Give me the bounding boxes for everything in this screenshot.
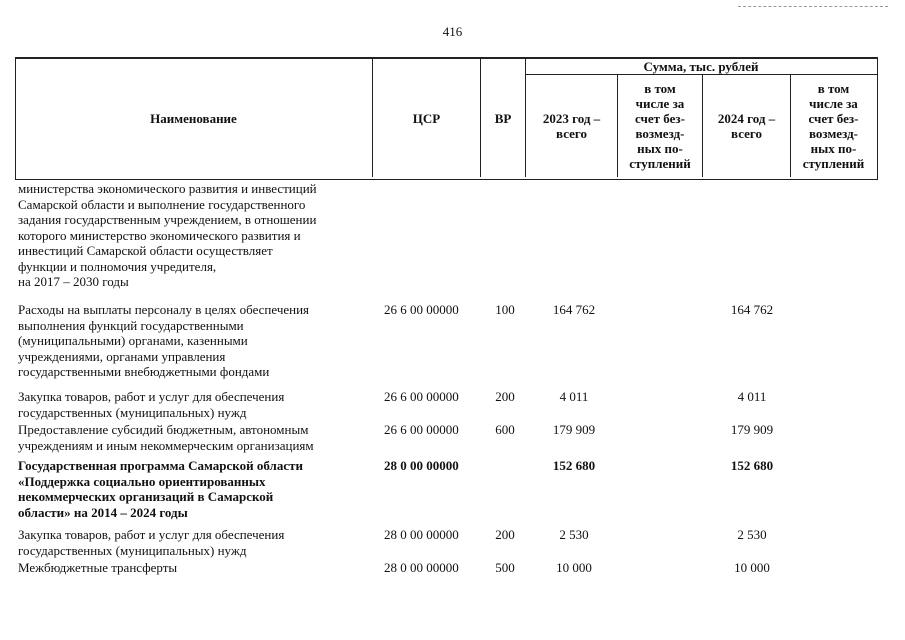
row-csr: 28 0 00 00000 <box>384 527 459 542</box>
row-name: Закупка товаров, работ и услуг для обеспечения государственных (муниципальных) нужд <box>18 389 285 420</box>
program-name: Государственная программа Самарской области «Поддержка социально ориентированных некоммерческих организаций в Самарской области» на 2014 – 2024 годы <box>18 458 303 520</box>
scan-artifact-line <box>738 6 888 8</box>
row-csr: 28 0 00 00000 <box>384 560 459 575</box>
header-vr: ВР <box>480 59 525 177</box>
row-vr: 600 <box>495 422 515 437</box>
row-name: министерства экономического развития и инвестиций Самарской области и выполнение государственного задания государственным учреждением, в отношении которого министерство экономического развития и инвестиций Самарской области осуществляет функции и полномочия учредителя, на 2017 – 2030 годы <box>18 181 317 289</box>
header-2023-grants: в том числе за счет без- возмезд- ных по- ступлений <box>617 75 702 177</box>
row-vr: 100 <box>495 302 515 317</box>
header-2024-grants: в том числе за счет без- возмезд- ных по- ступлений <box>790 75 876 177</box>
row-sum-2024: 4 011 <box>737 389 767 404</box>
row-sum-2024: 2 530 <box>737 527 767 542</box>
row-sum-2024: 164 762 <box>730 302 774 317</box>
row-vr: 200 <box>495 527 515 542</box>
row-csr: 26 6 00 00000 <box>384 422 459 437</box>
row-vr: 500 <box>495 560 515 575</box>
row-name: Предоставление субсидий бюджетным, автономным учреждениям и иным некоммерческим организациям <box>18 422 314 453</box>
header-sum-group: Сумма, тыс. рублей <box>525 59 876 74</box>
row-vr: 200 <box>495 389 515 404</box>
header-2023-total: 2023 год – всего <box>525 75 617 177</box>
row-sum-2023: 164 762 <box>552 302 596 317</box>
row-sum-2023: 4 011 <box>559 389 589 404</box>
page-number: 416 <box>442 24 463 39</box>
header-2024-total: 2024 год – всего <box>702 75 790 177</box>
row-name: Расходы на выплаты персоналу в целях обеспечения выполнения функций государственными (муниципальными) органами, казенными учреждениями, органами управления государственными внебюджетными фондами <box>18 302 310 379</box>
row-csr: 28 0 00 00000 <box>384 458 459 473</box>
row-csr: 26 6 00 00000 <box>384 389 459 404</box>
row-sum-2024: 179 909 <box>730 422 774 437</box>
row-sum-2024: 152 680 <box>730 458 774 473</box>
row-name: Межбюджетные трансферты <box>18 560 178 575</box>
row-csr: 26 6 00 00000 <box>384 302 459 317</box>
header-name: Наименование <box>150 110 237 126</box>
row-sum-2023: 10 000 <box>556 560 592 575</box>
row-sum-2024: 10 000 <box>734 560 770 575</box>
row-sum-2023: 179 909 <box>552 422 596 437</box>
row-sum-2023: 152 680 <box>552 458 596 473</box>
table-header <box>15 57 878 179</box>
row-sum-2023: 2 530 <box>559 527 589 542</box>
header-csr: ЦСР <box>372 59 480 177</box>
row-name: Закупка товаров, работ и услуг для обеспечения государственных (муниципальных) нужд <box>18 527 285 558</box>
